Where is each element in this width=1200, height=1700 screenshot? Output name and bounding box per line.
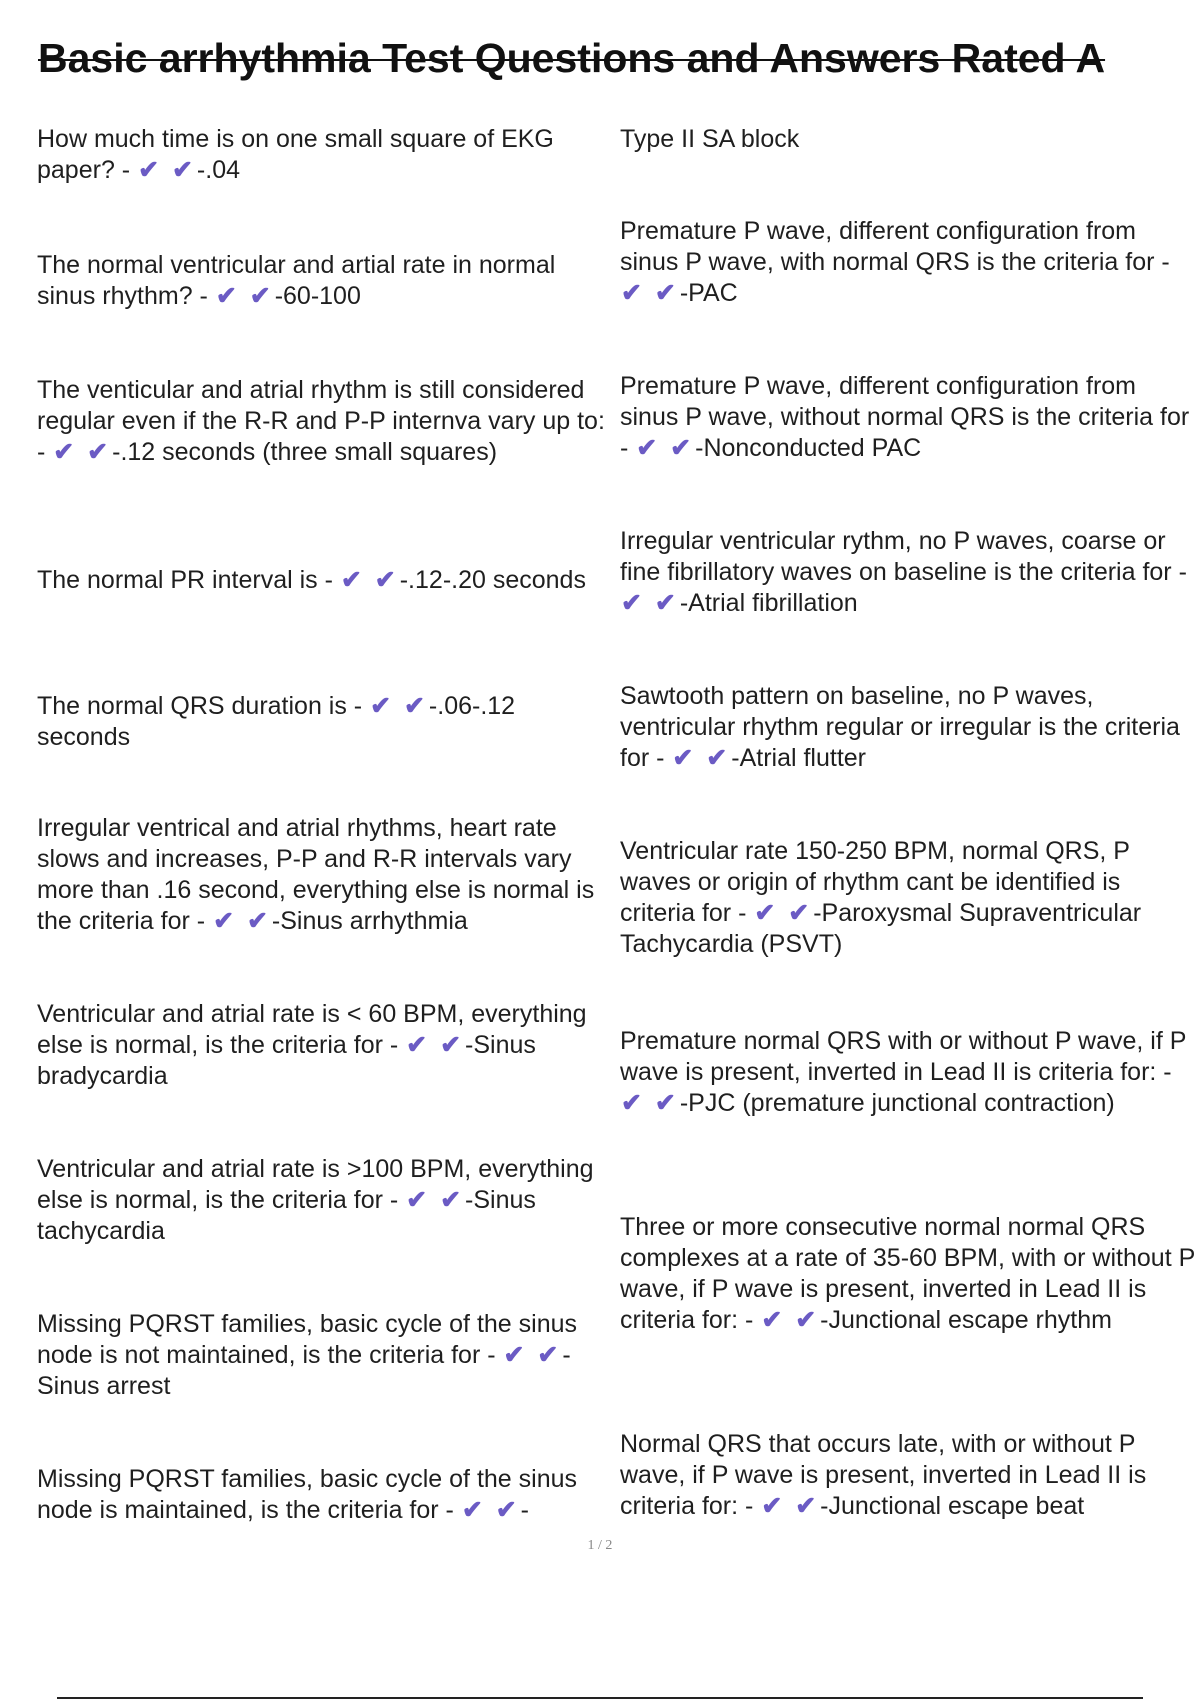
check-icon: ✔ ✔ [672,744,731,772]
qa-item-small-square [37,124,607,186]
qa-item-sinus-arrhythmia [37,813,607,937]
answer-text: -Atrial flutter [731,744,867,772]
check-icon: ✔ ✔ [461,1496,520,1524]
question-text: Missing PQRST families, basic cycle of the sinus node is maintained, is the criteria for - [37,1465,578,1524]
qa-item-type-ii-sa-block-answer [620,124,1195,155]
question-text: The normal PR interval is - [37,566,333,594]
answer-text: -.12 seconds (three small squares) [112,438,498,466]
check-icon: ✔ ✔ [215,282,274,310]
qa-item-pjc [620,1026,1195,1119]
qa-item-pr-interval [37,565,607,596]
page-number: 1 / 2 [587,1538,613,1553]
question-text: Premature normal QRS with or without P wave, if P wave is present, inverted in Lead II is criteria for: - [620,1027,1186,1086]
qa-item-sinus-bradycardia [37,999,607,1092]
qa-item-sinus-arrest [37,1309,607,1402]
qa-item-sinus-tachycardia [37,1154,607,1247]
page-title: Basic arrhythmia Test Questions and Answers Rated A [38,35,1106,81]
answer-text: -PAC [679,279,738,307]
check-icon: ✔ ✔ [213,907,271,935]
qa-item-nonconducted-pac [620,371,1195,464]
qa-item-sa-block [37,1464,607,1526]
question-text: Three or more consecutive normal normal QRS complexes at a rate of 35-60 BPM, with or without P wave, if P wave is present, inverted in Lead II is criteria for: - [620,1213,1195,1334]
answer-text: -.12-.20 seconds [399,566,586,594]
question-text: Premature P wave, different configuration from sinus P wave, without normal QRS is the criteria for - [620,372,1190,462]
question-text: The normal QRS duration is - [37,692,363,720]
check-icon: ✔ ✔ [621,1089,679,1117]
qa-item-atrial-flutter [620,681,1195,774]
question-text: Ventricular rate 150-250 BPM, normal QRS, P waves or origin of rhythm cant be identified is criteria for - [620,837,1130,927]
check-icon: ✔ ✔ [53,438,112,466]
qa-item-psvt [620,836,1195,960]
qa-item-junctional-escape-rhythm [620,1212,1195,1336]
answer-text: -Paroxysmal Supraventricular Tachycardia (PSVT) [620,899,1142,958]
check-icon: ✔ ✔ [621,589,679,617]
answer-text: -PJC (premature junctional contraction) [679,1089,1115,1117]
question-text: Irregular ventricular rythm, no P waves, coarse or fine fibrillatory waves on baseline is the criteria for - [620,527,1187,586]
question-text: Ventricular and atrial rate is >100 BPM, everything else is normal, is the criteria for - [37,1155,594,1214]
answer-text: -Junctional escape rhythm [820,1306,1112,1334]
answer-text: -60-100 [274,282,361,310]
question-text: The normal ventricular and artial rate in normal sinus rhythm? - [37,251,556,310]
qa-item-pac [620,216,1195,309]
answer-text: -Sinus arrest [37,1341,571,1400]
answer-text: - [520,1496,529,1524]
check-icon: ✔ ✔ [621,279,679,307]
answer-text: -Atrial fibrillation [679,589,858,617]
qa-item-atrial-fibrillation [620,526,1195,619]
check-icon: ✔ ✔ [340,566,399,594]
question-text: Sawtooth pattern on baseline, no P waves, ventricular rhythm regular or irregular is the criteria for - [620,682,1180,772]
check-icon: ✔ ✔ [754,899,813,927]
question-text: The venticular and atrial rhythm is still considered regular even if the R-R and P-P internva vary up to: - [37,376,605,466]
answer-text: Type II SA block [620,125,800,153]
check-icon: ✔ ✔ [138,156,196,184]
check-icon: ✔ ✔ [370,692,428,720]
qa-item-normal-rate [37,250,607,312]
question-text: Missing PQRST families, basic cycle of the sinus node is not maintained, is the criteria for - [37,1310,578,1369]
qa-item-junctional-escape-beat [620,1429,1195,1522]
qa-item-qrs-duration [37,691,607,753]
check-icon: ✔ ✔ [761,1492,820,1520]
answer-text: -Sinus bradycardia [37,1031,536,1090]
check-icon: ✔ ✔ [406,1031,465,1059]
answer-text: -.04 [196,156,241,184]
answer-text: -Junctional escape beat [820,1492,1085,1520]
question-text: Normal QRS that occurs late, with or without P wave, if P wave is present, inverted in Lead II is criteria for: - [620,1430,1147,1520]
answer-text: -Sinus tachycardia [37,1186,536,1245]
question-text: Premature P wave, different configuration from sinus P wave, with normal QRS is the criteria for - [620,217,1170,276]
check-icon: ✔ ✔ [636,434,695,462]
question-text: Ventricular and atrial rate is < 60 BPM, everything else is normal, is the criteria for - [37,1000,587,1059]
answer-text: -.06-.12 seconds [37,692,516,751]
answer-text: -Nonconducted PAC [695,434,922,462]
answer-text: -Sinus arrhythmia [271,907,468,935]
question-text: Irregular ventrical and atrial rhythms, heart rate slows and increases, P-P and R-R intervals vary more than .16 second, everything else is normal is the criteria for - [37,814,595,935]
check-icon: ✔ ✔ [503,1341,562,1369]
footer-divider [57,1697,1143,1699]
check-icon: ✔ ✔ [406,1186,465,1214]
qa-item-regular-variance [37,375,607,468]
check-icon: ✔ ✔ [761,1306,820,1334]
question-text: How much time is on one small square of EKG paper? - [37,125,554,184]
